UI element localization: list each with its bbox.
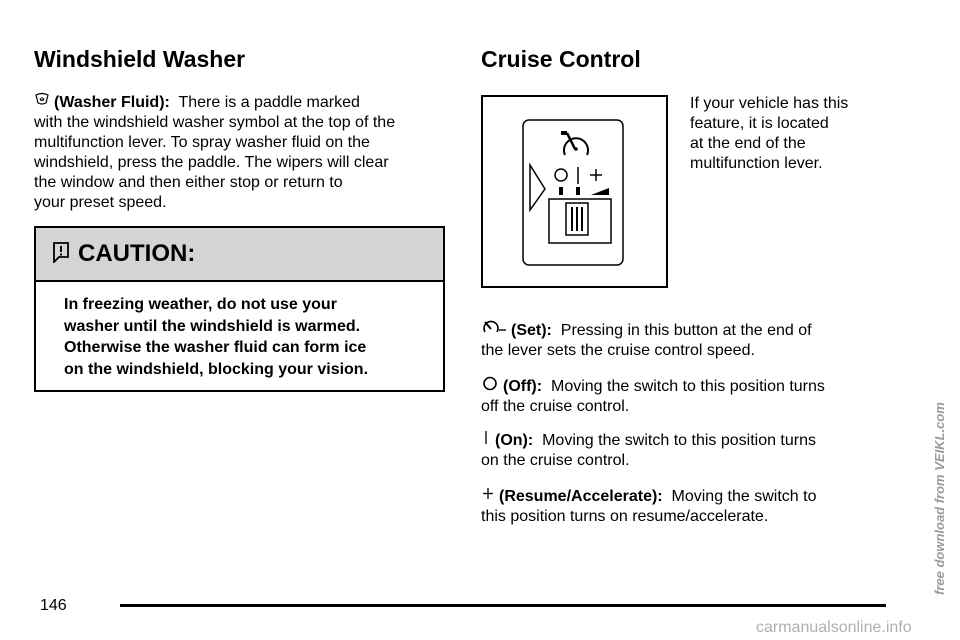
caution-header [36,228,443,282]
resume-line: Moving the switch to [671,488,817,505]
off-term: (Off): [503,378,543,395]
caution-line: on the windshield, blocking your vision. [64,360,369,378]
washer-fluid-paragraph [34,92,454,213]
caution-line: In freezing weather, do not use your [64,296,337,313]
cruise-control-lever-icon [483,97,666,286]
source-footer: carmanualsonline.info [756,619,912,636]
caution-line: Otherwise the washer fluid can form ice [64,339,367,356]
intro-line: If your vehicle has this [690,95,849,112]
resume-term: (Resume/Accelerate): [499,488,663,505]
caution-icon [52,241,70,268]
intro-line: at the end of the [690,135,806,152]
watermark-text: free download from VEIKL.com [932,402,947,595]
on-line: on the cruise control. [481,452,630,469]
set-paragraph [481,320,921,361]
off-paragraph [481,376,921,417]
washer-line: with the windshield washer symbol at the top of the [34,114,396,131]
intro-line: feature, it is located [690,115,829,132]
washer-line: the window and then either stop or return to [34,174,343,191]
on-bar-icon [481,430,491,451]
resume-paragraph [481,486,921,527]
caution-text [36,282,443,380]
cruise-intro-paragraph [690,94,920,174]
cruise-control-figure [481,95,668,288]
caution-box [34,226,445,392]
intro-line: multifunction lever. [690,155,823,172]
caution-heading: CAUTION: [78,240,196,267]
caution-line: washer until the windshield is warmed. [64,317,361,335]
set-line: Pressing in this button at the end of [560,322,812,339]
washer-line: There is a paddle marked [178,94,360,111]
footer-divider [120,604,886,607]
set-term: (Set): [511,322,552,339]
washer-fluid-term: (Washer Fluid): [54,94,170,111]
section-title-windshield-washer: Windshield Washer [34,46,246,72]
set-line: the lever sets the cruise control speed. [481,342,755,359]
off-line: Moving the switch to this position turns [550,378,825,395]
on-paragraph [481,430,921,471]
washer-line: windshield, press the paddle. The wipers will clear [34,154,389,171]
washer-line: your preset speed. [34,194,167,211]
cruise-set-icon [481,320,507,341]
off-circle-icon [481,376,499,397]
section-title-cruise-control: Cruise Control [481,46,641,72]
on-line: Moving the switch to this position turns [542,432,816,449]
off-line: off the cruise control. [481,398,630,415]
page-number: 146 [40,597,67,614]
washer-line: multifunction lever. To spray washer fluid on the [34,134,370,151]
watermark [926,310,954,600]
on-term: (On): [495,432,534,449]
resume-line: this position turns on resume/accelerate. [481,508,769,525]
washer-fluid-icon [34,92,50,113]
plus-icon [481,486,495,507]
